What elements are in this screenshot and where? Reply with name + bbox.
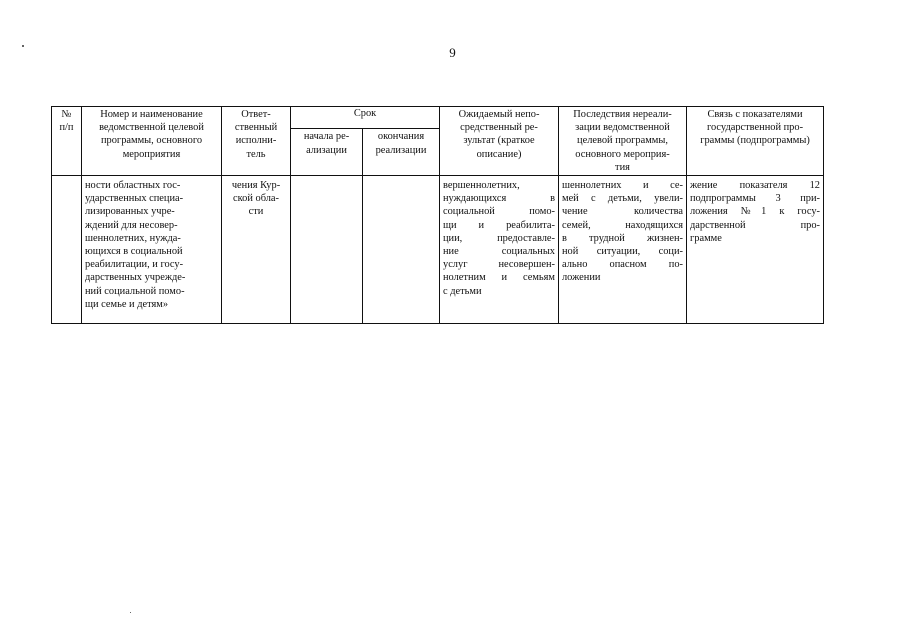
- page-number: 9: [449, 45, 456, 60]
- header-start: начала ре- ализации: [291, 129, 363, 176]
- scan-speck: [130, 612, 131, 613]
- program-table: [51, 106, 824, 324]
- header-term: Срок: [291, 107, 440, 129]
- cell-num: [52, 176, 82, 324]
- header-name: Номер и наименование ведомственной целевой программы, основного мероприятия: [82, 107, 222, 176]
- header-consequences: Последствия нереали- зации ведомственной целевой программы, основного мероприя- тия: [559, 107, 687, 176]
- header-link-indicators: Связь с показателями государственной про- граммы (подпрограммы): [687, 107, 824, 176]
- header-expected-result: Ожидаемый непо- средственный ре- зультат (краткое описание): [440, 107, 559, 176]
- header-end: окончания реализации: [363, 129, 440, 176]
- cell-link-indicators: жение показателя 12 подпрограммы 3 при- ложения №1 к госу- дарственной про- грамме: [687, 176, 824, 324]
- cell-consequences: шеннолетних и се- мей с детьми, увели- чение количества семей, находящихся в трудной жизнен- ной ситуации, соци- ально опасном по- ложении: [559, 176, 687, 324]
- table-row: [52, 176, 824, 324]
- cell-end: [363, 176, 440, 324]
- cell-expected-result: вершеннолетних, нуждающихся в социальной помо- щи и реабилита- ции, предоставле- ние социальных услуг несовершен- нолетним и семьям с детьми: [440, 176, 559, 324]
- header-executor: Ответ- ственный исполни- тель: [222, 107, 291, 176]
- cell-executor: чения Кур- ской обла- сти: [222, 176, 291, 324]
- cell-name: ности областных гос- ударственных специа- лизированных учре- ждений для несовер- шеннолетних, нужда- ющихся в социальной реабилитации, и госу- дарственных учрежде- ний социальной помо- щи семье и детям»: [82, 176, 222, 324]
- header-num: № п/п: [52, 107, 82, 176]
- header-row: [52, 107, 824, 129]
- cell-start: [291, 176, 363, 324]
